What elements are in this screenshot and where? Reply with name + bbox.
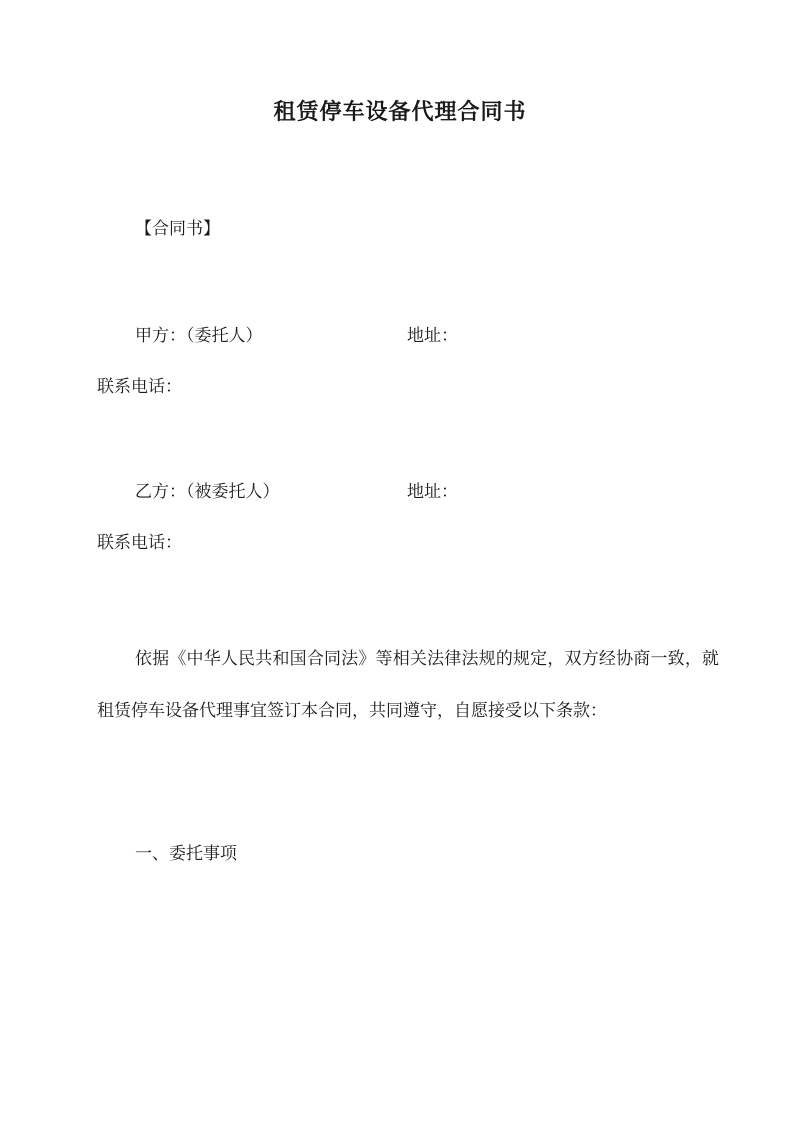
party-b-address-label: 地址： — [407, 482, 458, 502]
contract-heading-tag: 【合同书】 — [135, 219, 220, 239]
party-b-phone-label: 联系电话： — [97, 533, 182, 553]
section-1-title: 一、委托事项 — [135, 844, 237, 864]
party-b-label: 乙方：（被委托人） — [135, 482, 280, 502]
preamble-paragraph: 依据《中华人民共和国合同法》等相关法律法规的规定，双方经协商一致，就租赁停车设备代理事宜签订本合同，共同遵守，自愿接受以下条款： — [97, 649, 719, 721]
party-a-label: 甲方：（委托人） — [135, 326, 263, 346]
party-a-address-label: 地址： — [407, 326, 458, 346]
document-title: 租赁停车设备代理合同书 — [273, 99, 527, 125]
party-a-phone-label: 联系电话： — [97, 377, 182, 397]
